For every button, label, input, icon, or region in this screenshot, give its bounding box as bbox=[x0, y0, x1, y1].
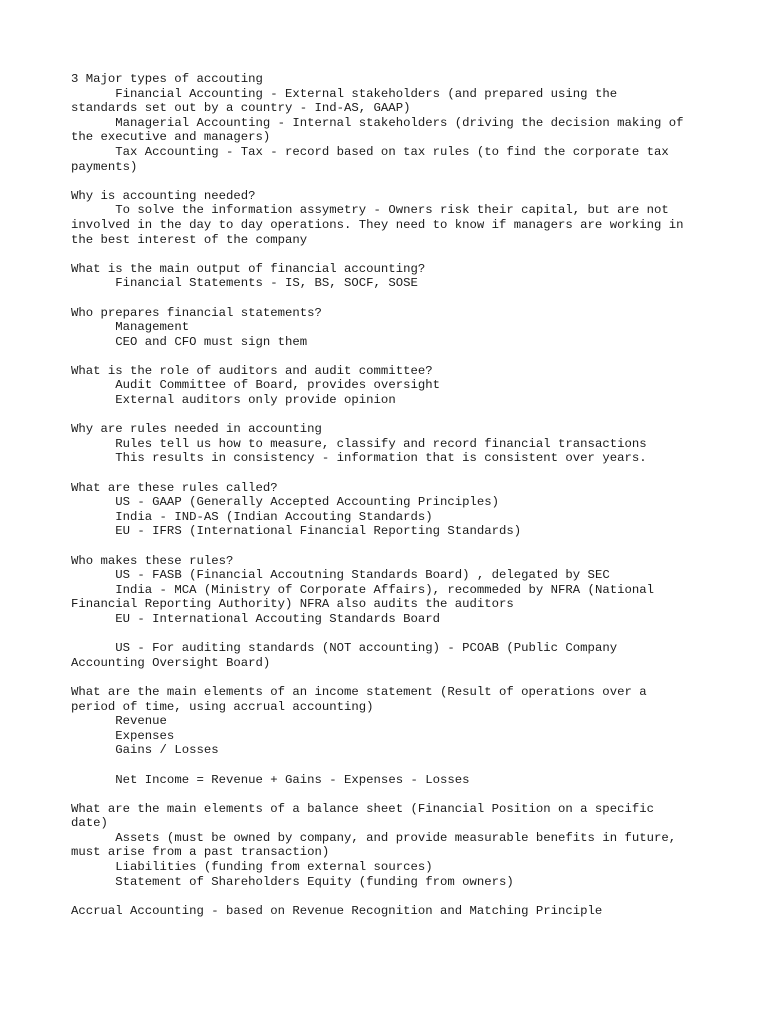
text-line: Accrual Accounting - based on Revenue Recognition and Matching Principle bbox=[71, 903, 603, 918]
text-line: Financial Reporting Authority) NFRA also audits the auditors bbox=[71, 597, 514, 612]
text-line: To solve the information assymetry - Owners risk their capital, but are not bbox=[71, 203, 669, 218]
text-line: Tax Accounting - Tax - record based on tax rules (to find the corporate tax bbox=[71, 144, 669, 159]
text-line: Financial Statements - IS, BS, SOCF, SOSE bbox=[71, 276, 418, 291]
text-line: What is the main output of financial accounting? bbox=[71, 261, 426, 276]
text-line: Revenue bbox=[71, 714, 167, 729]
blank-line bbox=[71, 291, 711, 306]
text-line: Managerial Accounting - Internal stakeholders (driving the decision making of bbox=[71, 115, 684, 130]
text-line: Financial Accounting - External stakeholders (and prepared using the bbox=[71, 86, 618, 101]
text-line: Rules tell us how to measure, classify and record financial transactions bbox=[71, 436, 647, 451]
text-line: must arise from a past transaction) bbox=[71, 845, 330, 860]
text-line: Gains / Losses bbox=[71, 743, 219, 758]
text-line: Liabilities (funding from external sources) bbox=[71, 860, 433, 875]
blank-line bbox=[71, 758, 711, 773]
text-line: US - GAAP (Generally Accepted Accounting Principles) bbox=[71, 495, 500, 510]
blank-line bbox=[71, 787, 711, 802]
text-line: What is the role of auditors and audit committee? bbox=[71, 363, 433, 378]
blank-line bbox=[71, 247, 711, 262]
text-line: Expenses bbox=[71, 728, 175, 743]
blank-line bbox=[71, 539, 711, 554]
text-line: Management bbox=[71, 320, 190, 335]
document-body bbox=[71, 72, 711, 918]
text-line: CEO and CFO must sign them bbox=[71, 334, 308, 349]
blank-line bbox=[71, 627, 711, 642]
text-line: Assets (must be owned by company, and provide measurable benefits in future, bbox=[71, 830, 677, 845]
text-line: standards set out by a country - Ind-AS, GAAP) bbox=[71, 101, 411, 116]
text-line: Who makes these rules? bbox=[71, 553, 234, 568]
text-line: payments) bbox=[71, 159, 138, 174]
text-line: involved in the day to day operations. They need to know if managers are working in bbox=[71, 217, 684, 232]
text-line: What are the main elements of an income statement (Result of operations over a bbox=[71, 684, 647, 699]
text-line: India - MCA (Ministry of Corporate Affairs), recommeded by NFRA (National bbox=[71, 582, 654, 597]
text-line: US - FASB (Financial Accoutning Standards Board) , delegated by SEC bbox=[71, 568, 610, 583]
text-line: EU - International Accouting Standards Board bbox=[71, 611, 440, 626]
text-line: EU - IFRS (International Financial Reporting Standards) bbox=[71, 524, 522, 539]
blank-line bbox=[71, 670, 711, 685]
text-line: the executive and managers) bbox=[71, 130, 271, 145]
text-line: Net Income = Revenue + Gains - Expenses - Losses bbox=[71, 772, 470, 787]
text-line: Accounting Oversight Board) bbox=[71, 655, 271, 670]
text-line: What are these rules called? bbox=[71, 480, 278, 495]
text-line: US - For auditing standards (NOT accounting) - PCOAB (Public Company bbox=[71, 641, 618, 656]
blank-line bbox=[71, 889, 711, 904]
text-line: What are the main elements of a balance sheet (Financial Position on a specific bbox=[71, 801, 654, 816]
text-line: India - IND-AS (Indian Accouting Standards) bbox=[71, 509, 433, 524]
blank-line bbox=[71, 174, 711, 189]
text-line: 3 Major types of accouting bbox=[71, 72, 263, 86]
text-line: Why are rules needed in accounting bbox=[71, 422, 322, 437]
blank-line bbox=[71, 408, 711, 423]
text-line: Why is accounting needed? bbox=[71, 188, 256, 203]
text-line: Audit Committee of Board, provides oversight bbox=[71, 378, 440, 393]
text-line: period of time, using accrual accounting) bbox=[71, 699, 374, 714]
text-line: External auditors only provide opinion bbox=[71, 393, 396, 408]
blank-line bbox=[71, 349, 711, 364]
text-line: date) bbox=[71, 816, 108, 831]
blank-line bbox=[71, 466, 711, 481]
text-line: Who prepares financial statements? bbox=[71, 305, 322, 320]
text-line: the best interest of the company bbox=[71, 232, 308, 247]
text-line: Statement of Shareholders Equity (funding from owners) bbox=[71, 874, 514, 889]
text-line: This results in consistency - information that is consistent over years. bbox=[71, 451, 647, 466]
